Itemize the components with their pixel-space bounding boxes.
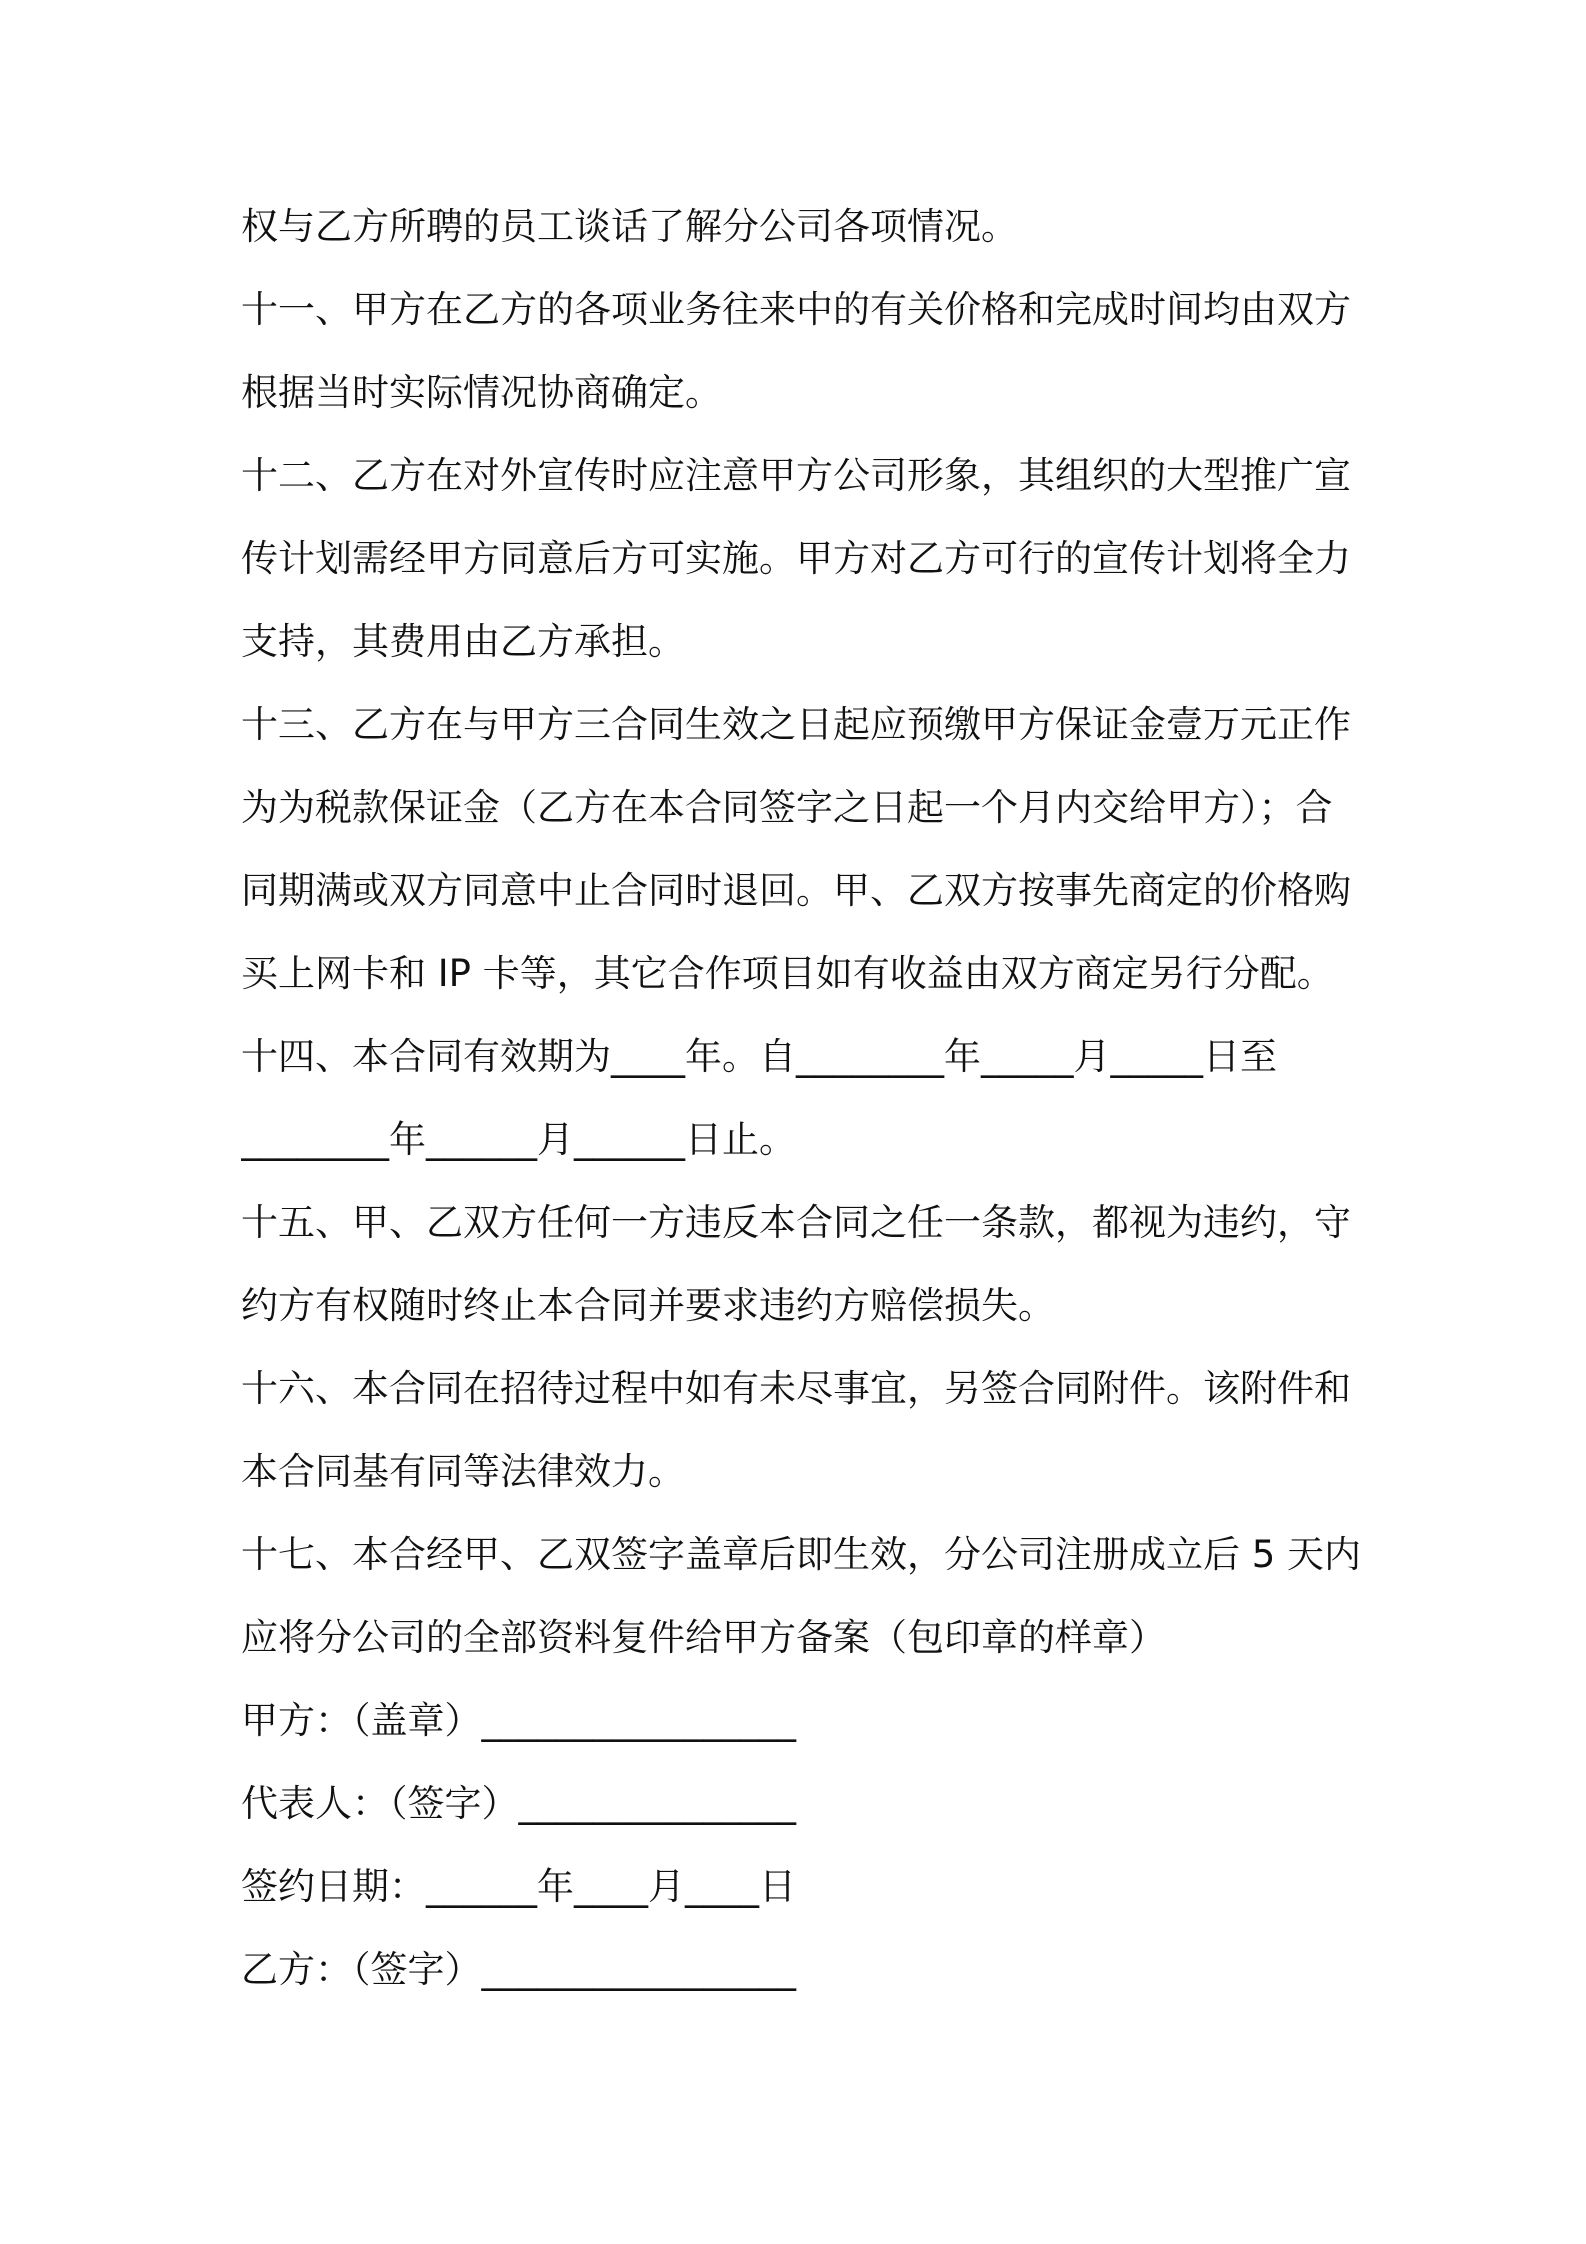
line-5-clause-12-cont: 传计划需经甲方同意后方可实施。甲方对乙方可行的宣传计划将全力 — [241, 537, 1351, 580]
line-15-clause-16: 十六、本合同在招待过程中如有未尽事宜，另签合同附件。该附件和 — [241, 1367, 1351, 1410]
line-8-clause-13-cont: 为为税款保证金（乙方在本合同签字之日起一个月内交给甲方）；合 — [241, 786, 1333, 829]
line-12-clause-14-end: ________年______月______日止。 — [241, 1118, 796, 1161]
signing-date-line: 签约日期：______年____月____日 — [241, 1865, 796, 1908]
line-11-clause-14: 十四、本合同有效期为____年。自________年_____月_____日至 — [241, 1035, 1277, 1078]
party-a-seal-line: 甲方：（盖章）_________________ — [241, 1699, 796, 1742]
line-3-clause-11-cont: 根据当时实际情况协商确定。 — [241, 371, 722, 414]
representative-sign-line: 代表人：（签字）_______________ — [241, 1782, 796, 1825]
line-13-clause-15: 十五、甲、乙双方任何一方违反本合同之任一条款，都视为违约，守 — [241, 1201, 1351, 1244]
line-1-clause-10-end: 权与乙方所聘的员工谈话了解分公司各项情况。 — [241, 205, 1018, 248]
line-6-clause-12-end: 支持，其费用由乙方承担。 — [241, 620, 685, 663]
party-b-sign-line: 乙方：（签字）_________________ — [241, 1948, 796, 1991]
line-17-clause-17: 十七、本合经甲、乙双签字盖章后即生效，分公司注册成立后 5 天内 — [241, 1533, 1361, 1576]
line-14-clause-15-end: 约方有权随时终止本合同并要求违约方赔偿损失。 — [241, 1284, 1055, 1327]
line-7-clause-13: 十三、乙方在与甲方三合同生效之日起应预缴甲方保证金壹万元正作 — [241, 703, 1351, 746]
line-10-clause-13-end: 买上网卡和 IP 卡等，其它合作项目如有收益由双方商定另行分配。 — [241, 952, 1334, 995]
line-4-clause-12: 十二、乙方在对外宣传时应注意甲方公司形象，其组织的大型推广宣 — [241, 454, 1351, 497]
line-16-clause-16-end: 本合同基有同等法律效力。 — [241, 1450, 685, 1493]
line-9-clause-13-cont: 同期满或双方同意中止合同时退回。甲、乙双方按事先商定的价格购 — [241, 869, 1351, 912]
line-2-clause-11: 十一、甲方在乙方的各项业务往来中的有关价格和完成时间均由双方 — [241, 288, 1351, 331]
line-18-clause-17-end: 应将分公司的全部资料复件给甲方备案（包印章的样章） — [241, 1616, 1166, 1659]
